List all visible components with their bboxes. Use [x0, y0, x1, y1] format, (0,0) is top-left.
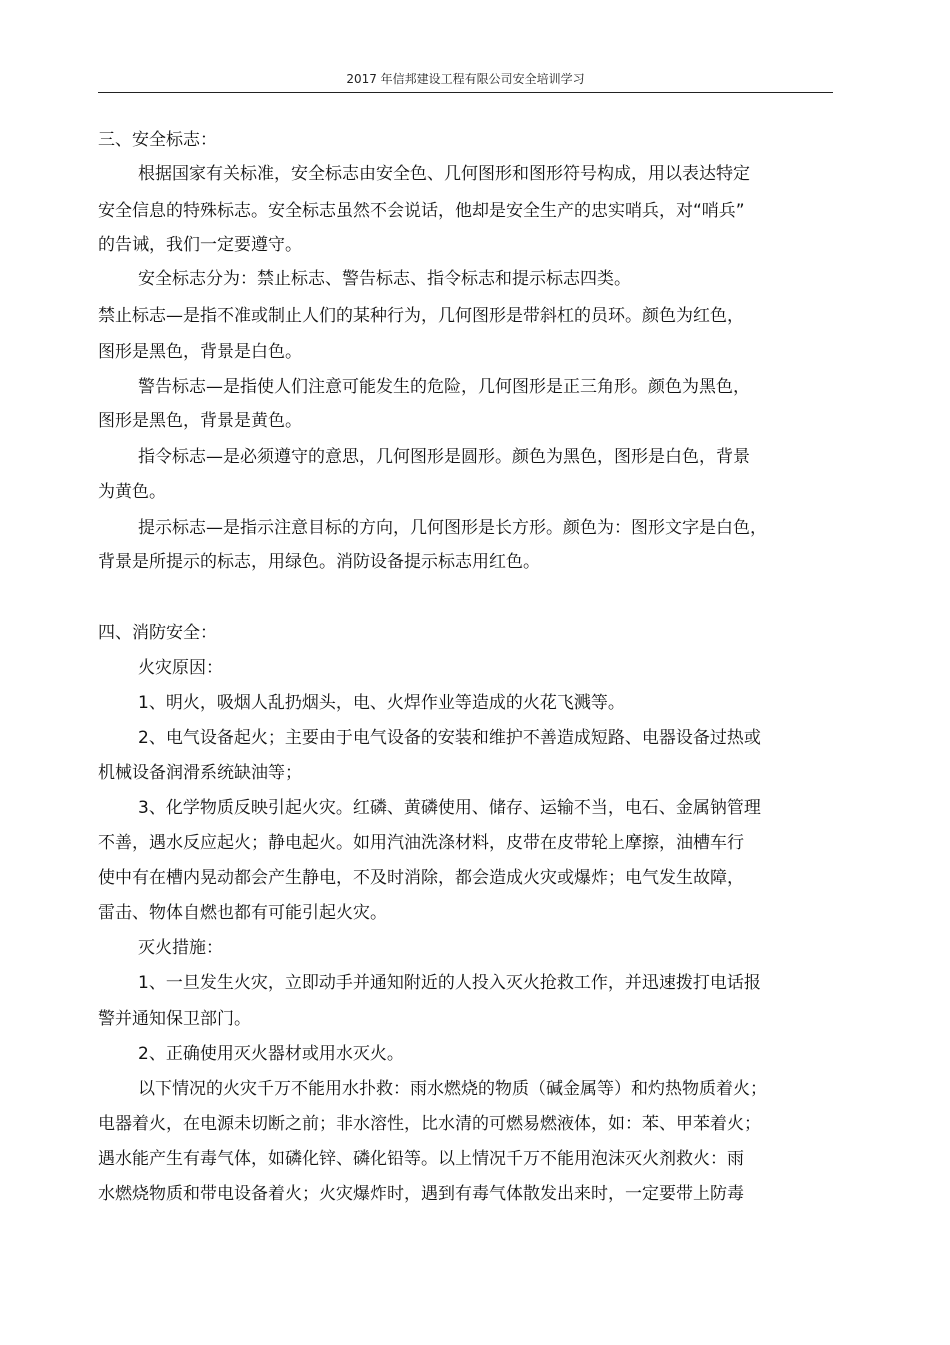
paragraph-line: 机械设备润滑系统缺油等； — [98, 763, 302, 783]
paragraph-line: 为黄色。 — [98, 482, 166, 502]
paragraph-line: 雷击、物体自燃也都有可能引起火灾。 — [98, 903, 387, 923]
paragraph-line: 水燃烧物质和带电设备着火；火灾爆炸时，遇到有毒气体散发出来时，一定要带上防毒 — [98, 1184, 744, 1204]
paragraph-line: 电器着火，在电源未切断之前；非水溶性，比水清的可燃易燃液体，如：苯、甲苯着火； — [98, 1114, 761, 1134]
paragraph-line: 图形是黑色，背景是黄色。 — [98, 411, 302, 431]
section-heading-fire-safety: 四、消防安全： — [98, 623, 217, 643]
paragraph-line: 不善，遇水反应起火；静电起火。如用汽油洗涤材料，皮带在皮带轮上摩擦，油槽车行 — [98, 833, 744, 853]
paragraph-line: 的告诫，我们一定要遵守。 — [98, 235, 302, 255]
paragraph-line: 指令标志—是必须遵守的意思，几何图形是圆形。颜色为黑色，图形是白色，背景 — [138, 447, 750, 467]
paragraph-line: 安全标志分为：禁止标志、警告标志、指令标志和提示标志四类。 — [138, 269, 631, 289]
page-header: 2017 年信邦建设工程有限公司安全培训学习 — [346, 72, 585, 86]
paragraph-line: 安全信息的特殊标志。安全标志虽然不会说话，他却是安全生产的忠实哨兵，对“哨兵” — [98, 201, 745, 221]
subheading-fire-measures: 灭火措施： — [138, 938, 223, 958]
paragraph-line: 背景是所提示的标志，用绿色。消防设备提示标志用红色。 — [98, 552, 540, 572]
subheading-fire-causes: 火灾原因： — [138, 658, 223, 678]
paragraph-line: 以下情况的火灾千万不能用水扑救：雨水燃烧的物质（碱金属等）和灼热物质着火； — [138, 1079, 767, 1099]
paragraph-line: 警并通知保卫部门。 — [98, 1009, 251, 1029]
paragraph-line: 根据国家有关标准，安全标志由安全色、几何图形和图形符号构成，用以表达特定 — [138, 164, 750, 184]
paragraph-line: 3、化学物质反映引起火灾。红磷、黄磷使用、储存、运输不当，电石、金属钠管理 — [138, 798, 761, 818]
paragraph-line: 遇水能产生有毒气体，如磷化锌、磷化铅等。以上情况千万不能用泡沫灭火剂救火：雨 — [98, 1149, 744, 1169]
paragraph-line: 1、一旦发生火灾，立即动手并通知附近的人投入灭火抢救工作，并迅速拨打电话报 — [138, 973, 761, 993]
paragraph-line: 2、电气设备起火；主要由于电气设备的安装和维护不善造成短路、电器设备过热或 — [138, 728, 761, 748]
paragraph-line: 提示标志—是指示注意目标的方向，几何图形是长方形。颜色为：图形文字是白色， — [138, 518, 767, 538]
paragraph-line: 图形是黑色，背景是白色。 — [98, 342, 302, 362]
paragraph-line: 警告标志—是指使人们注意可能发生的危险，几何图形是正三角形。颜色为黑色， — [138, 377, 750, 397]
paragraph-line: 禁止标志—是指不准或制止人们的某种行为，几何图形是带斜杠的员环。颜色为红色， — [98, 306, 744, 326]
paragraph-line: 1、明火，吸烟人乱扔烟头，电、火焊作业等造成的火花飞溅等。 — [138, 693, 625, 713]
paragraph-line: 使中有在槽内晃动都会产生静电，不及时消除，都会造成火灾或爆炸；电气发生故障， — [98, 868, 744, 888]
header-rule — [98, 92, 833, 93]
section-heading-safety-signs: 三、安全标志： — [98, 130, 217, 150]
paragraph-line: 2、正确使用灭火器材或用水灭火。 — [138, 1044, 404, 1064]
